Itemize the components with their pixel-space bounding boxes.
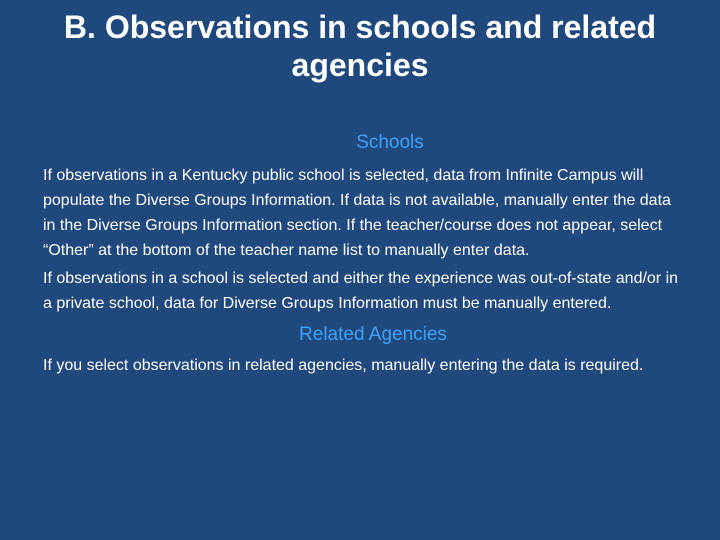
slide-content	[43, 131, 683, 381]
related-agencies-heading: Related Agencies	[299, 324, 447, 345]
slide-title: B. Observations in schools and related agencies	[63, 9, 657, 83]
schools-heading: Schools	[356, 132, 424, 153]
related-agencies-paragraph: If you select observations in related agencies, manually entering the data is required.	[43, 357, 644, 374]
schools-paragraph-1: If observations in a Kentucky public school is selected, data from Infinite Campus will populate the Diverse Groups Information. If data is not available, manually enter the data in the Diverse Groups Information section. If the teacher/course does not appear, select “Other” at the bottom of the teacher name list to manually enter data.	[43, 167, 671, 259]
schools-paragraph-2: If observations in a school is selected and either the experience was out-of-state and/or in a private school, data for Diverse Groups Information must be manually entered.	[43, 270, 679, 312]
